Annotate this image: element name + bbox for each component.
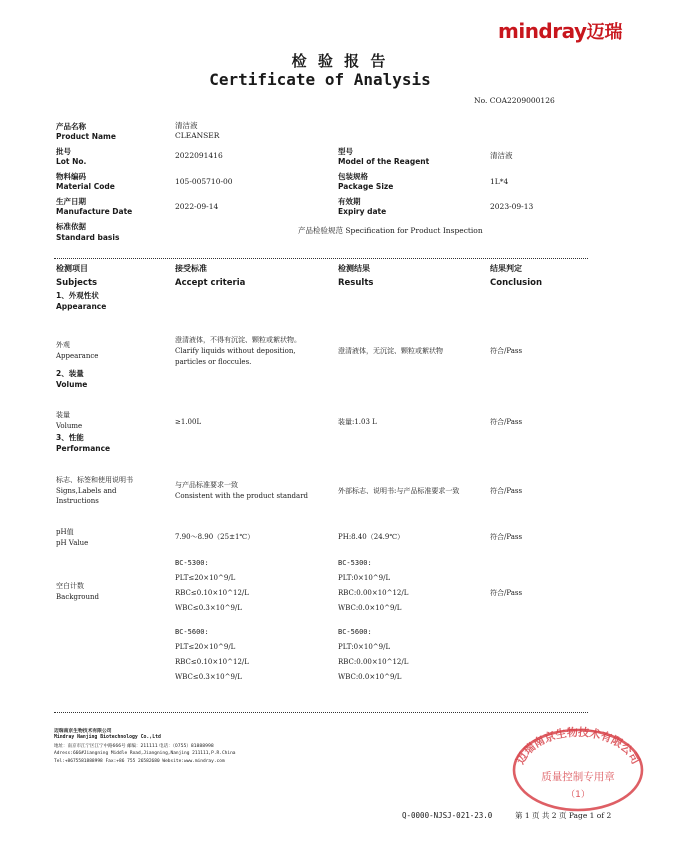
lot-label-zh: 批号 [56,147,71,156]
col-criteria-en: Accept criteria [175,278,246,288]
background-subject-zh: 空白计数 [56,582,84,590]
ph-subject-en: pH Value [56,539,89,547]
col-conclusion-zh: 结果判定 [490,264,522,273]
expiry-value: 2023-09-13 [490,202,534,211]
labels-criteria-zh: 与产品标准要求一致 [175,481,238,489]
labels-subject-en2: Instructions [56,497,99,505]
section-performance-en: Performance [56,444,111,453]
bc5600-criteria-rbc: RBC≤0.10×10^12/L [175,658,249,666]
bc5300-result-wbc: WBC:0.0×10^9/L [338,604,402,612]
bc5600-result-plt: PLT:0×10^9/L [338,643,391,651]
footer-address-en: Adress:666#Jiangning Middle Road,Jiangning,Nanjing 211111,P.R.China [54,751,236,756]
package-size-label-en: Package Size [338,182,394,191]
ph-conclusion: 符合/Pass [490,533,523,541]
expiry-label-zh: 有效期 [338,197,361,206]
model-value: 清洁液 [490,151,513,160]
footer-company-en: Mindray Nanjing Biotechnology Co.,Ltd [54,735,161,740]
bc5300-criteria-plt: PLT≤20×10^9/L [175,574,236,582]
bc5600-criteria-wbc: WBC≤0.3×10^9/L [175,673,242,681]
bc5600-result-model: BC-5600: [338,628,372,636]
col-criteria-zh: 接受标准 [175,264,207,273]
divider-bottom [54,712,588,713]
appearance-subject-zh: 外观 [56,341,70,349]
bc5600-result-wbc: WBC:0.0×10^9/L [338,673,402,681]
title-en: Certificate of Analysis [209,70,431,89]
appearance-subject-en: Appearance [56,352,99,360]
bc5600-criteria-plt: PLT≤20×10^9/L [175,643,236,651]
svg-text:质量控制专用章: 质量控制专用章 [541,771,615,783]
bc5300-result-plt: PLT:0×10^9/L [338,574,391,582]
appearance-criteria-zh: 澄清液体，不得有沉淀、颗粒或絮状物。 [175,336,301,344]
section-appearance-zh: 1、外观性状 [56,291,99,300]
appearance-result: 澄清液体，无沉淀、颗粒或絮状物 [338,347,443,355]
divider-top [54,258,588,259]
bc5300-criteria-rbc: RBC≤0.10×10^12/L [175,589,249,597]
footer-address-zh: 地址：南京市江宁区江宁中路666号 邮编：211111 电话：（0755）81888998 [54,744,214,749]
material-code-value: 105-005710-00 [175,177,233,186]
svg-text:迈瑞南京生物技术有限公司: 迈瑞南京生物技术有限公司 [513,725,643,767]
ph-criteria: 7.90～8.90（25±1℃） [175,533,255,541]
ph-result: PH:8.40（24.9℃） [338,533,405,541]
bc5300-criteria-model: BC-5300: [175,559,209,567]
material-code-label-en: Material Code [56,182,115,191]
logo-cn: 迈瑞 [586,22,623,43]
volume-subject-en: Volume [56,422,83,430]
appearance-criteria-en1: Clarify liquids without deposition, [175,347,296,355]
lot-value: 2022091416 [175,151,223,160]
bc5300-criteria-wbc: WBC≤0.3×10^9/L [175,604,242,612]
appearance-conclusion: 符合/Pass [490,347,523,355]
package-size-label-zh: 包装规格 [338,172,368,181]
section-performance-zh: 3、性能 [56,433,84,442]
section-volume-zh: 2、装量 [56,369,84,378]
product-name-label-zh: 产品名称 [56,122,86,131]
title-zh: 检 验 报 告 [291,52,389,70]
footer-page: 第 1 页 共 2 页 Page 1 of 2 [515,811,612,820]
footer-doc-code: Q-0000-NJSJ-021-23.0 [402,811,493,820]
bc5300-result-model: BC-5300: [338,559,372,567]
appearance-criteria-en2: particles or floccules. [175,358,252,366]
model-label-en: Model of the Reagent [338,157,430,166]
mfg-date-value: 2022-09-14 [175,202,219,211]
col-subjects-en: Subjects [56,278,98,288]
footer-contact: Tel:+8675581888998 Fax:+86 755 26582680 Website:www.mindray.com [54,759,225,764]
volume-subject-zh: 装量 [56,411,70,419]
standard-label-zh: 标准依据 [56,222,86,231]
labels-criteria-en: Consistent with the product standard [175,492,309,500]
background-conclusion: 符合/Pass [490,589,523,597]
model-label-zh: 型号 [338,147,353,156]
bc5600-result-rbc: RBC:0.00×10^12/L [338,658,409,666]
brand-logo [498,18,623,44]
quality-control-stamp [508,722,648,812]
background-subject-en: Background [56,593,100,601]
labels-subject-en1: Signs,Labels and [56,487,117,495]
product-name-label-en: Product Name [56,132,116,141]
volume-conclusion: 符合/Pass [490,418,523,426]
labels-subject-zh: 标志、标签和使用说明书 [56,476,133,484]
labels-result: 外部标志、说明书:与产品标准要求一致 [338,487,460,495]
section-volume-en: Volume [56,380,88,389]
footer-company-zh: 迈瑞南京生物技术有限公司 [54,729,112,734]
doc-number: No. COA2209000126 [474,96,555,105]
volume-result: 装量:1.03 L [338,418,377,426]
mfg-date-label-zh: 生产日期 [56,197,86,206]
col-results-en: Results [338,278,374,288]
ph-subject-zh: pH值 [56,528,74,536]
section-appearance-en: Appearance [56,302,107,311]
standard-value: 产品检验规范 Specification for Product Inspection [298,226,483,235]
col-conclusion-en: Conclusion [490,278,542,288]
material-code-label-zh: 物料编码 [56,172,86,181]
mfg-date-label-en: Manufacture Date [56,207,133,216]
col-subjects-zh: 检测项目 [56,264,88,273]
lot-label-en: Lot No. [56,157,87,166]
standard-label-en: Standard basis [56,233,120,242]
product-name-value-en: CLEANSER [175,131,220,140]
svg-text:（1）: （1） [566,790,590,800]
package-size-value: 1L*4 [490,177,509,186]
logo-latin: mindray [498,19,587,43]
bc5600-criteria-model: BC-5600: [175,628,209,636]
expiry-label-en: Expiry date [338,207,387,216]
volume-criteria: ≥1.00L [175,418,202,426]
labels-conclusion: 符合/Pass [490,487,523,495]
product-name-value-zh: 清洁液 [175,121,198,130]
col-results-zh: 检测结果 [338,264,370,273]
bc5300-result-rbc: RBC:0.00×10^12/L [338,589,409,597]
